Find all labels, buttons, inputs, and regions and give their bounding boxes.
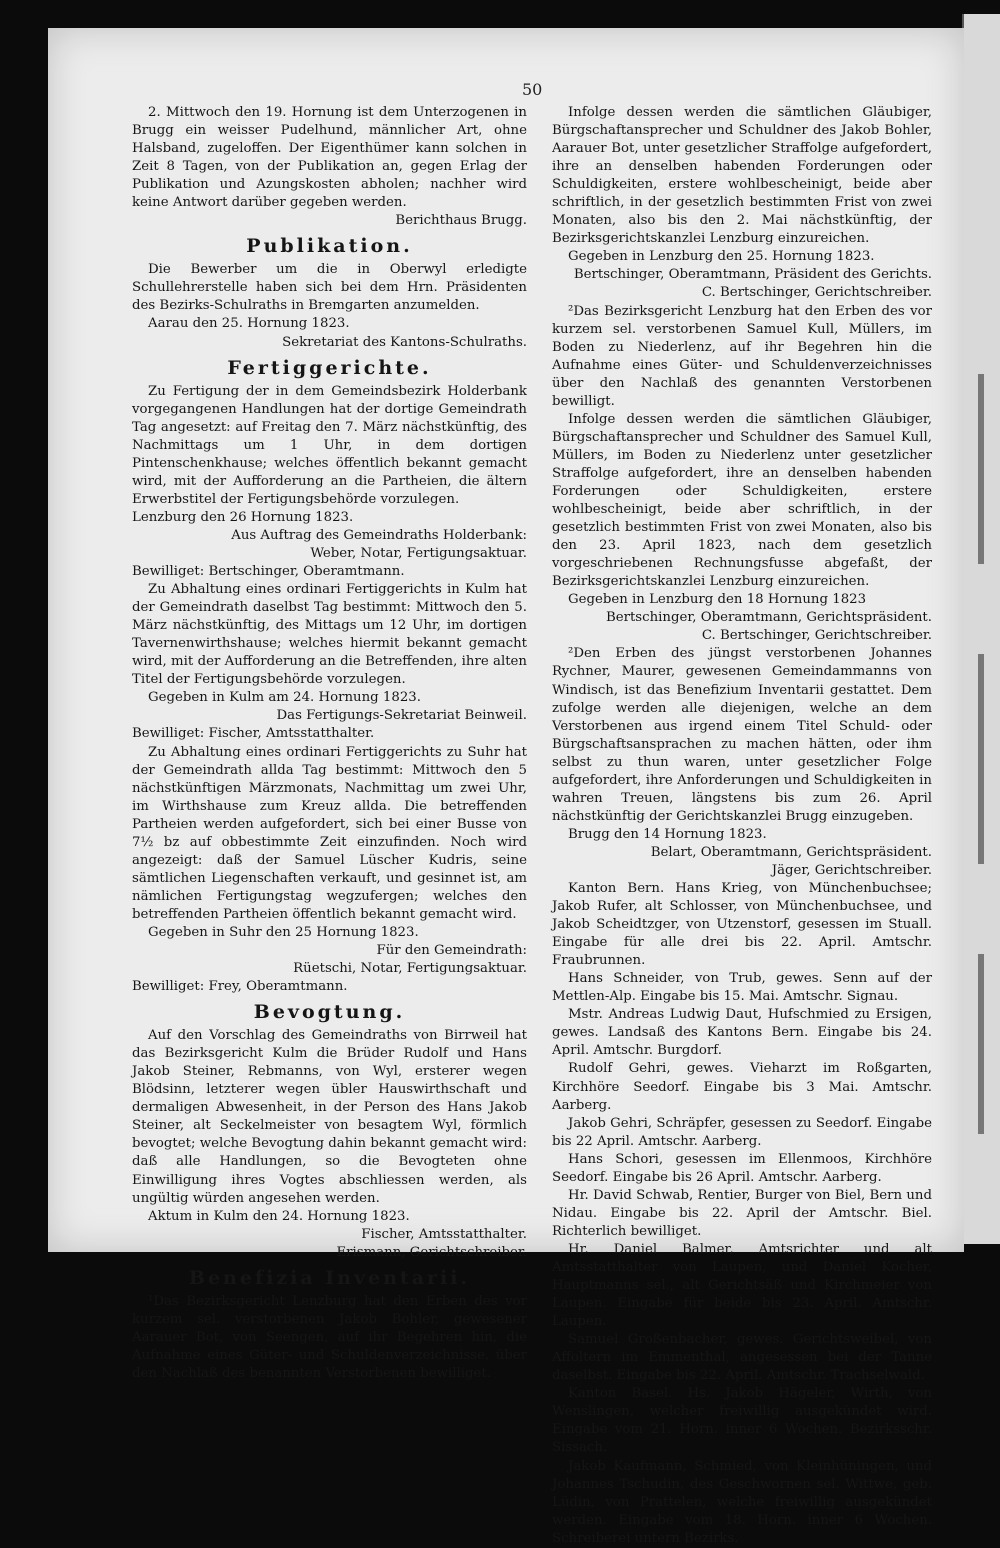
publikation-signature: Sekretariat des Kantons-Schulraths. bbox=[282, 334, 527, 350]
fertiggericht-signature: Das Fertigungs-Sekretariat Beinweil. bbox=[276, 708, 527, 724]
benefizia-rychner: ²Den Erben des jüngst verstorbenen Johannes Rychner, Maurer, gewesenen Gemeindammanns von Windisch, ist das Benefizium Inventarii gestattet. Dem zufolge werden alle diejenigen, welche an dem Verstorbenen aus irgend einem Titel Schuld- oder Bürgschaftsansprachen zu machen hätten, oder ihm selbst zu thun waren, unter gesetzlicher Folge aufgefordert, ihre Anforderungen und Schuldigkeiten in wahren Treuen, längstens bis zum 26. April nächstkünftig der Gerichtskanzlei Brugg einzugeben. bbox=[552, 646, 932, 824]
adjacent-page-print bbox=[978, 374, 984, 564]
fertiggericht-signature: Aus Auftrag des Gemeindraths Holderbank: bbox=[231, 527, 527, 543]
benefizia-kull-continued: Infolge dessen werden die sämtlichen Gläubiger, Bürgschaftansprecher und Schuldner des Samuel Kull, Müllers, im Boden zu Niederlenz unter gesetzlicher Straffolge aufgefordert, ihre an denselben habenden Forderungen oder Schuldigkeiten, erstere wohlbescheinigt, beide aber schriftlich, in der gesetzlich bestimmten Frist von zwei Monaten, also bis den 23. April 1823, nach dem gesetzlich vorgeschriebenen Rechnungsfusse abgefaßt, der Bezirksgerichtskanzlei Lenzburg einzureichen. bbox=[552, 411, 932, 590]
benefizia-signature: Bertschinger, Oberamtmann, Gerichtspräsident. bbox=[605, 610, 932, 626]
adjacent-page-print bbox=[978, 954, 984, 1134]
fertiggericht-date: Gegeben in Kulm am 24. Hornung 1823. bbox=[148, 690, 421, 706]
fertiggericht-signature: Weber, Notar, Fertigungsaktuar. bbox=[310, 545, 527, 561]
kanton-bern-entry: Kanton Bern. Hans Krieg, von Münchenbuchsee; Jakob Rufer, alt Schlosser, von Münchenbuchsee, und Jakob Scheidtzger, von Utzenstorf, gesessen im Stuall. Eingabe für alle drei bis 22. April. Amtschr. Fraubrunnen. bbox=[552, 881, 932, 969]
adjacent-page-edge bbox=[962, 14, 1000, 1244]
fertiggericht-date: Gegeben in Suhr den 25 Hornung 1823. bbox=[148, 924, 419, 940]
benefizia-date: Brugg den 14 Hornung 1823. bbox=[568, 826, 767, 842]
benefizia-date: Gegeben in Lenzburg den 18 Hornung 1823 bbox=[568, 592, 867, 608]
kanton-bern-entry: Mstr. Andreas Ludwig Daut, Hufschmied zu Ersigen, gewes. Landsaß des Kantons Bern. Eingabe bis 24. April. Amtschr. Burgdorf. bbox=[552, 1007, 932, 1059]
kanton-bern-entry: Hr. David Schwab, Rentier, Burger von Biel, Bern und Nidau. Eingabe bis 22. April der Amtschr. Biel. Richterlich bewilliget. bbox=[552, 1187, 932, 1239]
fertiggericht-approval: Bewilliget: Frey, Oberamtmann. bbox=[132, 979, 348, 995]
kanton-bern-entry: Hans Schori, gesessen im Ellenmoos, Kirchhöre Seedorf. Eingabe bis 26 April. Amtschr. Aarberg. bbox=[552, 1151, 932, 1185]
benefizia-date: Gegeben in Lenzburg den 25. Hornung 1823. bbox=[568, 249, 875, 265]
kanton-bern-entry: Hans Schneider, von Trub, gewes. Senn auf der Mettlen-Alp. Eingabe bis 15. Mai. Amtschr. Signau. bbox=[552, 971, 932, 1005]
fertiggericht-suhr: Zu Abhaltung eines ordinari Fertiggerichts zu Suhr hat der Gemeindrath allda Tag bestimmt: Mittwoch den 5 nächstkünftigen Märzmonats, Nachmittag um zwei Uhr, im Wirthshause zum Kreuz allda. Die betreffenden Partheien werden aufgefordert, sich bei einer Busse von 7½ bz auf obbestimmte Zeit einzufinden. Noch wird angezeigt: daß der Samuel Lüscher Kudris, seine sämtlichen Liegenschaften verkauft, und gesinnet ist, am nämlichen Fertigungstag wegzufergen; welches den betreffenden Partheien öffentlich bekannt gemacht wird. bbox=[132, 744, 527, 922]
section-heading-publikation: Publikation. bbox=[246, 235, 413, 258]
benefizia-signature: Belart, Oberamtmann, Gerichtspräsident. bbox=[650, 844, 932, 860]
benefizia-kull: ²Das Bezirksgericht Lenzburg hat den Erben des vor kurzem sel. verstorbenen Samuel Kull, Müllers, im Boden zu Niederlenz, auf ihr Begehren hin die Aufnahme eines Güter- und Schuldenverzeichnisses über den Nachlaß des genannten Verstorbenen bewilligt. bbox=[552, 303, 932, 409]
notice-pudelhund: 2. Mittwoch den 19. Hornung ist dem Unterzogenen in Brugg ein weisser Pudelhund, männlicher Art, ohne Halsband, zugeloffen. Der Eigenthümer kann solchen in Zeit 8 Tagen, von der Publikation an, gegen Erlag der Publikation und Azungskosten abholen; nachher wird keine Antwort darüber gegeben werden. bbox=[132, 105, 527, 211]
benefizia-signature: C. Bertschinger, Gerichtschreiber. bbox=[701, 285, 932, 301]
right-column bbox=[552, 104, 932, 1548]
section-heading-benefizia: Benefizia Inventarii. bbox=[188, 1266, 471, 1289]
fertiggericht-kulm: Zu Abhaltung eines ordinari Fertiggerichts in Kulm hat der Gemeindrath daselbst Tag bestimmt: Mittwoch den 5. März nächstkünftig, des Mittags um 12 Uhr, im dortigen Tavernenwirthshause; welches hiermit bekannt gemacht wird, mit der Aufforderung an die Betreffenden, ihre alten Titel der Fertigungsbehörde vorzulegen. bbox=[132, 582, 527, 688]
section-heading-fertiggerichte: Fertiggerichte. bbox=[227, 356, 432, 379]
benefizia-signature: Jäger, Gerichtschreiber. bbox=[771, 862, 932, 878]
fertiggericht-signature: Für den Gemeindrath: bbox=[376, 943, 527, 959]
benefizia-signature: C. Bertschinger, Gerichtschreiber. bbox=[701, 628, 932, 644]
publikation-date: Aarau den 25. Hornung 1823. bbox=[148, 316, 350, 332]
notice-signature: Berichthaus Brugg. bbox=[395, 213, 527, 229]
bevogtung-date: Aktum in Kulm den 24. Hornung 1823. bbox=[148, 1208, 410, 1224]
bevogtung-text: Auf den Vorschlag des Gemeindraths von Birrweil hat das Bezirksgericht Kulm die Brüder Rudolf und Hans Jakob Steiner, Rebmanns, von Wyl, ersterer wegen Blödsinn, letzterer wegen übler Hauswirthschaft und dermaligen Abwesenheit, in der Person des Hans Jakob Steiner, alt Seckelmeister von besagtem Wyl, förmlich bevogtet; welche Bevogtung dahin bekannt gemacht wird: daß alle Handlungen, so die Bevogteten ohne Einwilligung ihres Vogtes abschliessen werden, als ungültig würden angesehen werden. bbox=[132, 1028, 527, 1206]
kanton-bern-entry: Hr. Daniel Balmer, Amtsrichter und alt Amtsstatthalter von Laupen, und Daniel Kocher, Hauptmanns sel., alt Gerichtsäß und Kirchmeier von Laupen. Eingabe für beide bis 23. April. Amtschr. Laupen. bbox=[552, 1241, 932, 1330]
fertiggericht-approval: Bewilliget: Bertschinger, Oberamtmann. bbox=[132, 564, 405, 580]
kanton-bern-entry: Jakob Gehri, Schräpfer, gesessen zu Seedorf. Eingabe bis 22 April. Amtschr. Aarberg. bbox=[552, 1115, 932, 1149]
fertiggericht-approval: Bewilliget: Fischer, Amtsstatthalter. bbox=[132, 726, 375, 742]
adjacent-page-print bbox=[978, 654, 984, 864]
fertiggericht-signature: Rüetschi, Notar, Fertigungsaktuar. bbox=[293, 961, 527, 977]
section-heading-bevogtung: Bevogtung. bbox=[253, 1001, 406, 1024]
bevogtung-signature: Fischer, Amtsstatthalter. bbox=[361, 1226, 527, 1242]
fertiggericht-holderbank: Zu Fertigung der in dem Gemeindsbezirk Holderbank vorgegangenen Handlungen hat der dortige Gemeindrath Tag angesetzt: auf Freitag den 7. März nächstkünftig, des Nachmittags um 1 Uhr, in dem dortigen Pintenschenkhause; welches öffentlich bekannt gemacht wird, mit der Aufforderung an die Partheien, die ältern Erwerbstitel der Fertigungsbehörde vorzulegen. bbox=[132, 383, 527, 507]
fertiggericht-date: Lenzburg den 26 Hornung 1823. bbox=[132, 509, 354, 525]
benefizia-bohler: ¹Das Bezirksgericht Lenzburg hat den Erben des vor kurzem sel. verstorbenen Jakob Bohler, gewesener Aarauer Bot, von Seengen, auf ihr Begehren hin, die Aufnahme eines Güter- und Schuldenverzeichnisse, über den Nachlaß des benannten Verstorbenen bewilliget. bbox=[132, 1293, 527, 1381]
page-number: 50 bbox=[522, 80, 543, 99]
publikation-text: Die Bewerber um die in Oberwyl erledigte Schullehrerstelle haben sich bei dem Hrn. Präsidenten des Bezirks-Schulraths in Bremgarten anzumelden. bbox=[132, 262, 527, 314]
bevogtung-signature: Erismann, Gerichtschreiber. bbox=[336, 1244, 527, 1260]
kanton-bern-entry: Rudolf Gehri, gewes. Vieharzt im Roßgarten, Kirchhöre Seedorf. Eingabe bis 3 Mai. Amtschr. Aarberg. bbox=[552, 1061, 932, 1113]
left-column bbox=[132, 104, 527, 1383]
kanton-basel-entry: Jakob Kaufmann, Schmied, von Kleinhüningen, und Johannes Tschudin, des Geschwornen sel. Wittwe, geb. Lüdin, von Prattelen, welche freiwillig ausgekündet werden. Eingabe vom 18. Horn. inner 6 Wochen. Schreiberei untern Bezirks. bbox=[552, 1458, 932, 1546]
kanton-basel-entry: Kanton Basel. Hs. Jakob Hägeler, Wirth, von Wenslingen, welcher freiwillig ausgekündet wird. Eingabe vom 21. Horn. inner 6 Wochen. Bezirksschr. Sissach. bbox=[552, 1386, 932, 1456]
benefizia-bohler-continued: Infolge dessen werden die sämtlichen Gläubiger, Bürgschaftansprecher und Schuldner des Jakob Bohler, Aarauer Bot, unter gesetzlicher Straffolge aufgefordert, ihre an denselben habenden Forderungen oder Schuldigkeiten, erstere wohlbescheinigt, beide aber schriftlich, in der gesetzlich bestimmten Frist von zwei Monaten, also bis den 2. Mai nächstkünftig, der Bezirksgerichtskanzlei Lenzburg einzureichen. bbox=[552, 105, 932, 247]
benefizia-signature: Bertschinger, Oberamtmann, Präsident des Gerichts. bbox=[573, 267, 932, 283]
kanton-bern-entry: Samuel Großenbacher, gewes. Gerichtsweibel, von Affoltern im Emmenthal, angesessen bei der Tanne daselbst. Eingabe bis 22. April. Amtschr. Trachselwald. bbox=[552, 1332, 932, 1384]
